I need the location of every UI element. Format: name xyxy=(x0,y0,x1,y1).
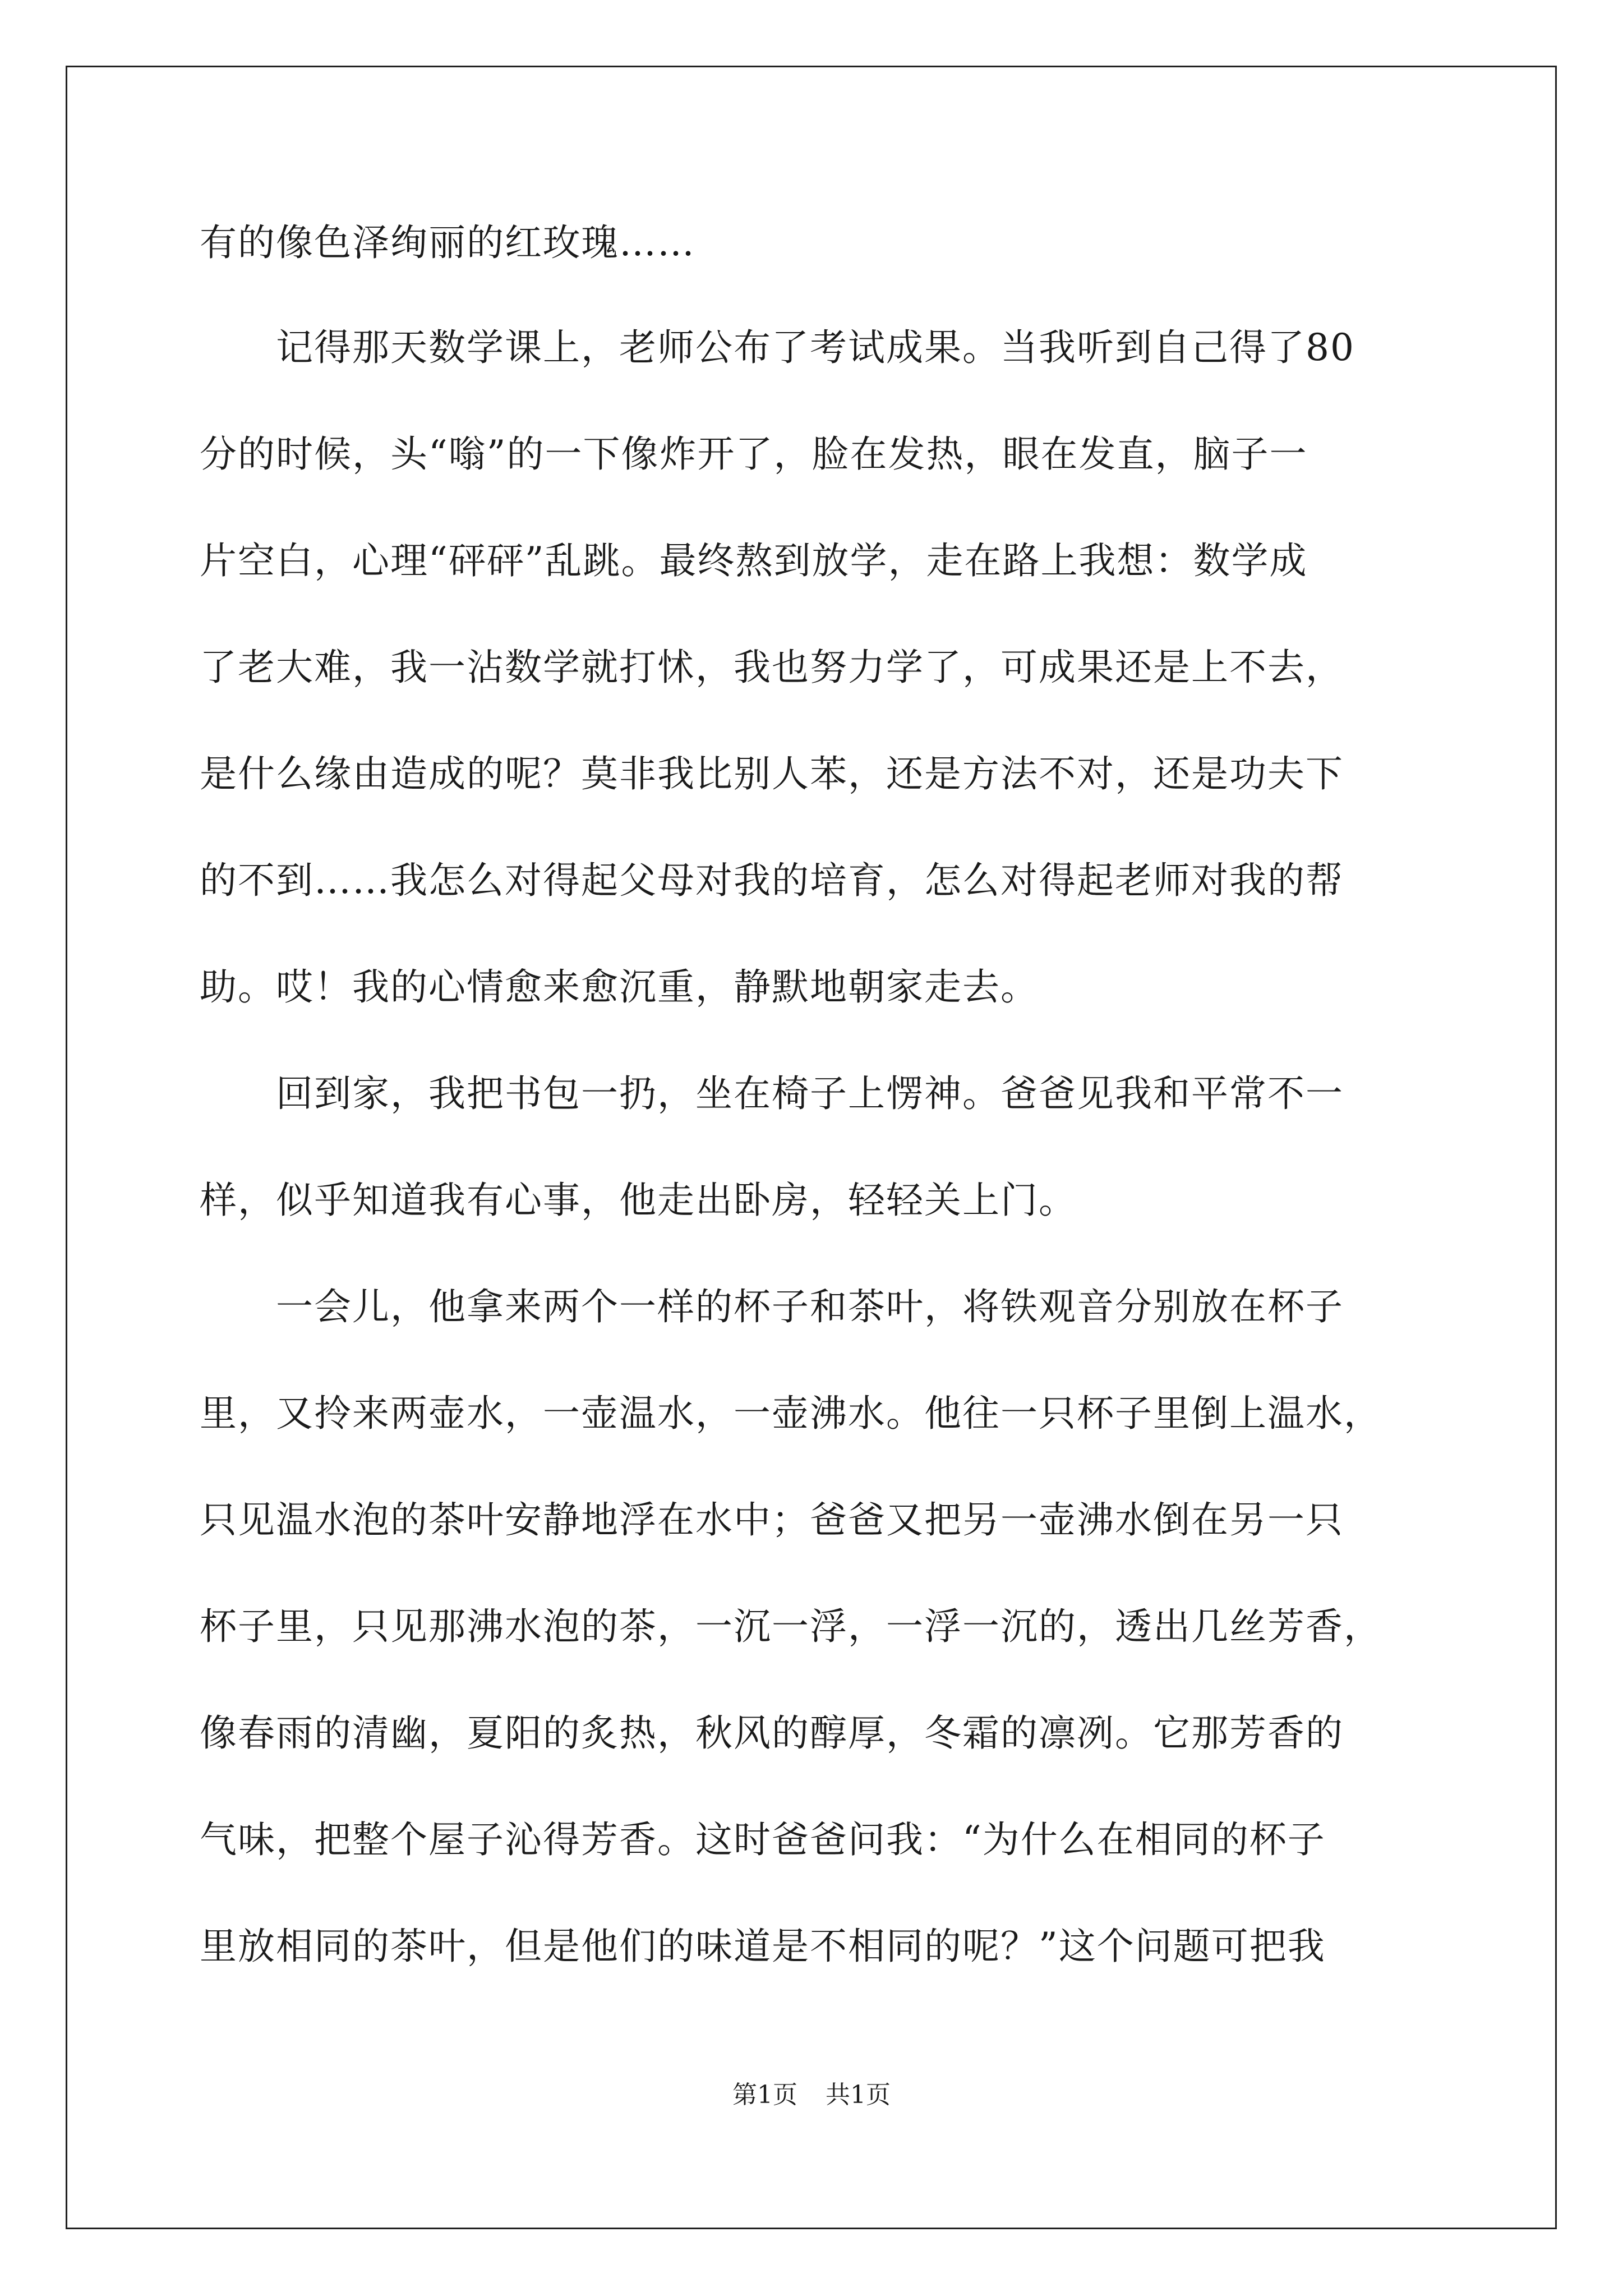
text-line: 里放相同的茶叶，但是他们的味道是不相同的呢？”这个问题可把我 xyxy=(200,1925,1326,1968)
text-line: 只见温水泡的茶叶安静地浮在水中；爸爸又把另一壶沸水倒在另一只 xyxy=(200,1498,1344,1542)
text-line: 样，似乎知道我有心事，他走出卧房，轻轻关上门。 xyxy=(200,1179,1077,1222)
text-line: 的不到……我怎么对得起父母对我的培育，怎么对得起老师对我的帮 xyxy=(200,859,1344,902)
text-line: 杯子里，只见那沸水泡的茶，一沉一浮，一浮一沉的，透出几丝芳香， xyxy=(200,1605,1382,1648)
text-line: 是什么缘由造成的呢？莫非我比别人苯，还是方法不对，还是功夫下 xyxy=(200,752,1344,795)
text-line: 片空白，心理“砰砰”乱跳。最终熬到放学，走在路上我想：数学成 xyxy=(200,539,1308,582)
text-line: 分的时候，头“嗡”的一下像炸开了，脸在发热，眼在发直，脑子一 xyxy=(200,432,1308,476)
text-line: 有的像色泽绚丽的红玫瑰…… xyxy=(200,221,695,264)
page-border xyxy=(66,66,1557,2229)
page-footer xyxy=(0,2078,1623,2112)
text-line: 助。哎！我的心情愈来愈沉重，静默地朝家走去。 xyxy=(200,965,1039,1009)
text-line: 一会儿，他拿来两个一样的杯子和茶叶，将铁观音分别放在杯子 xyxy=(200,1285,1344,1328)
text-line: 里，又拎来两壶水，一壶温水，一壶沸水。他往一只杯子里倒上温水， xyxy=(200,1392,1382,1435)
text-line: 像春雨的清幽，夏阳的炙热，秋风的醇厚，冬霜的凛冽。它那芳香的 xyxy=(200,1711,1344,1755)
text-line: 记得那天数学课上，老师公布了考试成果。当我听到自己得了80 xyxy=(200,326,1355,369)
page-total: 共1页 xyxy=(826,2081,891,2109)
text-line: 回到家，我把书包一扔，坐在椅子上愣神。爸爸见我和平常不一 xyxy=(200,1072,1344,1115)
page-number: 第1页 xyxy=(732,2081,797,2109)
text-line: 了老大难，我一沾数学就打怵，我也努力学了，可成果还是上不去， xyxy=(200,646,1344,689)
text-line: 气味，把整个屋子沁得芳香。这时爸爸问我：“为什么在相同的杯子 xyxy=(200,1818,1326,1861)
